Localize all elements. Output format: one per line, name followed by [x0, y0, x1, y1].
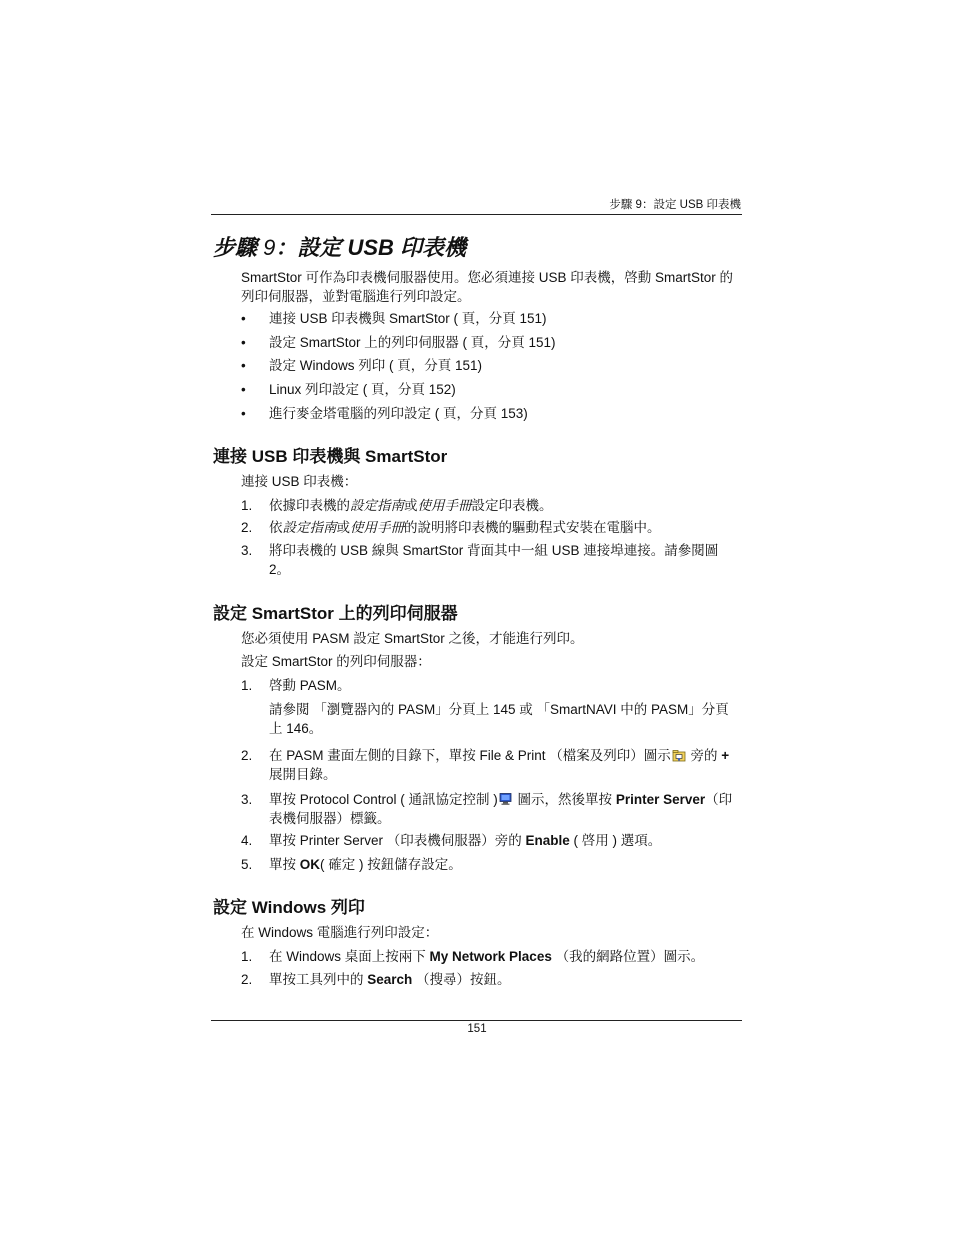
step-note: 請參閱 「瀏覽器內的 PASM」分頁上 145 或 「SmartNAVI 中的 PASM」分頁上 146。 — [269, 702, 729, 736]
step-number: 5. — [241, 857, 253, 872]
step-number: 2. — [241, 972, 253, 987]
page-title — [213, 231, 466, 262]
bullet-marker: • — [241, 406, 246, 421]
doc-title: 使用手冊 — [417, 498, 472, 513]
doc-title: 設定指南 — [282, 520, 337, 535]
step-number: 1. — [241, 498, 253, 513]
step-text-part: 單按 Printer Server （印表機伺服器）旁的 — [269, 833, 526, 848]
title-number: 9 — [257, 235, 276, 260]
bullet-marker: • — [241, 335, 246, 350]
bullet-link[interactable]: 進行麥金塔電腦的列印設定 ( 頁，分頁 153) — [269, 406, 528, 421]
page-number: 151 — [467, 1023, 487, 1035]
bullet-marker: • — [241, 358, 246, 373]
step-text-part: 展開目錄。 — [269, 767, 337, 782]
step-text-part: 在 PASM 畫面左側的目錄下，單按 File & Print （檔案及列印）圖示 — [269, 748, 671, 763]
running-header: 步驟 9：設定 USB 印表機 — [609, 199, 741, 211]
bullet-link[interactable]: 設定 Windows 列印 ( 頁，分頁 151) — [269, 358, 483, 373]
step-number: 1. — [241, 678, 253, 693]
step-text-part: 設定印表機。 — [471, 498, 553, 513]
section-heading-windows-print: 設定 Windows 列印 — [213, 898, 365, 917]
step-text-part: 在 Windows 桌面上按兩下 — [269, 949, 430, 964]
step-text-part: 或 — [404, 498, 418, 513]
expand-plus: + — [721, 748, 730, 763]
file-print-folder-icon — [672, 748, 686, 762]
section-heading-print-server: 設定 SmartStor 上的列印伺服器 — [213, 604, 458, 623]
step-number: 2. — [241, 748, 253, 763]
section-lead: 您必須使用 PASM 設定 SmartStor 之後，才能進行列印。 — [241, 631, 584, 646]
step-text: 將印表機的 USB 線與 SmartStor 背面其中一組 USB 連接埠連接。請參閱圖 2。 — [269, 543, 719, 577]
section-lead: 連接 USB 印表機： — [241, 474, 358, 489]
step-text — [269, 947, 741, 966]
step-text-part: ( 啓用 ) 選項。 — [569, 833, 662, 848]
bullet-link[interactable]: 連接 USB 印表機與 SmartStor ( 頁，分頁 151) — [269, 311, 547, 326]
step-text-part: 的說明將印表機的驅動程式安裝在電腦中。 — [404, 520, 661, 535]
doc-title: 設定指南 — [350, 498, 404, 513]
step-text-part: 或 — [336, 520, 350, 535]
ui-label: Printer Server — [615, 792, 706, 807]
bullet-marker: • — [241, 382, 246, 397]
step-text — [269, 518, 741, 537]
step-number: 3. — [241, 792, 253, 807]
header-rule — [211, 214, 742, 215]
protocol-control-monitor-icon — [499, 792, 513, 806]
step-text: 啓動 PASM。 — [269, 678, 351, 693]
title-prefix: 步驟 — [213, 235, 258, 260]
bullet-link[interactable]: Linux 列印設定 ( 頁，分頁 152) — [269, 382, 456, 397]
step-text-part: 依據印表機的 — [269, 498, 350, 513]
step-text-part: ( 確定 ) 按鈕儲存設定。 — [320, 857, 462, 872]
step-text-part: 依 — [269, 520, 283, 535]
section-lead: 在 Windows 電腦進行列印設定： — [241, 925, 439, 940]
step-number: 1. — [241, 949, 253, 964]
step-text-part: 旁的 — [686, 748, 722, 763]
footer-rule — [211, 1020, 742, 1021]
step-number: 3. — [241, 543, 253, 558]
step-text-part: （印表機伺服器）標籤。 — [269, 792, 733, 826]
step-text — [269, 831, 741, 850]
step-text-part: （搜尋）按鈕。 — [412, 972, 511, 987]
intro-paragraph: SmartStor 可作為印表機伺服器使用。您必須連接 USB 印表機，啓動 SmartStor 的列印伺服器，並對電腦進行列印設定。 — [241, 270, 734, 304]
step-text-part: 單按 Protocol Control ( 通訊協定控制 ) — [269, 792, 498, 807]
ui-label: Search — [367, 972, 413, 987]
title-suffix: ：設定 USB 印表機 — [275, 235, 467, 260]
step-text-part: 單按 — [269, 857, 300, 872]
step-text-part: 單按工具列中的 — [269, 972, 368, 987]
section-heading-connect-usb: 連接 USB 印表機與 SmartStor — [213, 447, 448, 466]
bullet-link[interactable]: 設定 SmartStor 上的列印伺服器 ( 頁，分頁 151) — [269, 335, 556, 350]
step-text — [269, 746, 741, 784]
section-lead: 設定 SmartStor 的列印伺服器： — [241, 654, 431, 669]
step-text — [269, 496, 741, 515]
step-number: 4. — [241, 833, 253, 848]
step-number: 2. — [241, 520, 253, 535]
bullet-marker: • — [241, 311, 246, 326]
step-text — [269, 855, 741, 874]
doc-title: 使用手冊 — [350, 520, 404, 535]
ui-label: OK — [299, 857, 321, 872]
ui-label: My Network Places — [429, 949, 552, 964]
step-text-part: 圖示，然後單按 — [513, 792, 616, 807]
step-text — [269, 790, 741, 828]
ui-label: Enable — [525, 833, 570, 848]
step-text — [269, 970, 741, 989]
step-text-part: （我的網路位置）圖示。 — [551, 949, 705, 964]
